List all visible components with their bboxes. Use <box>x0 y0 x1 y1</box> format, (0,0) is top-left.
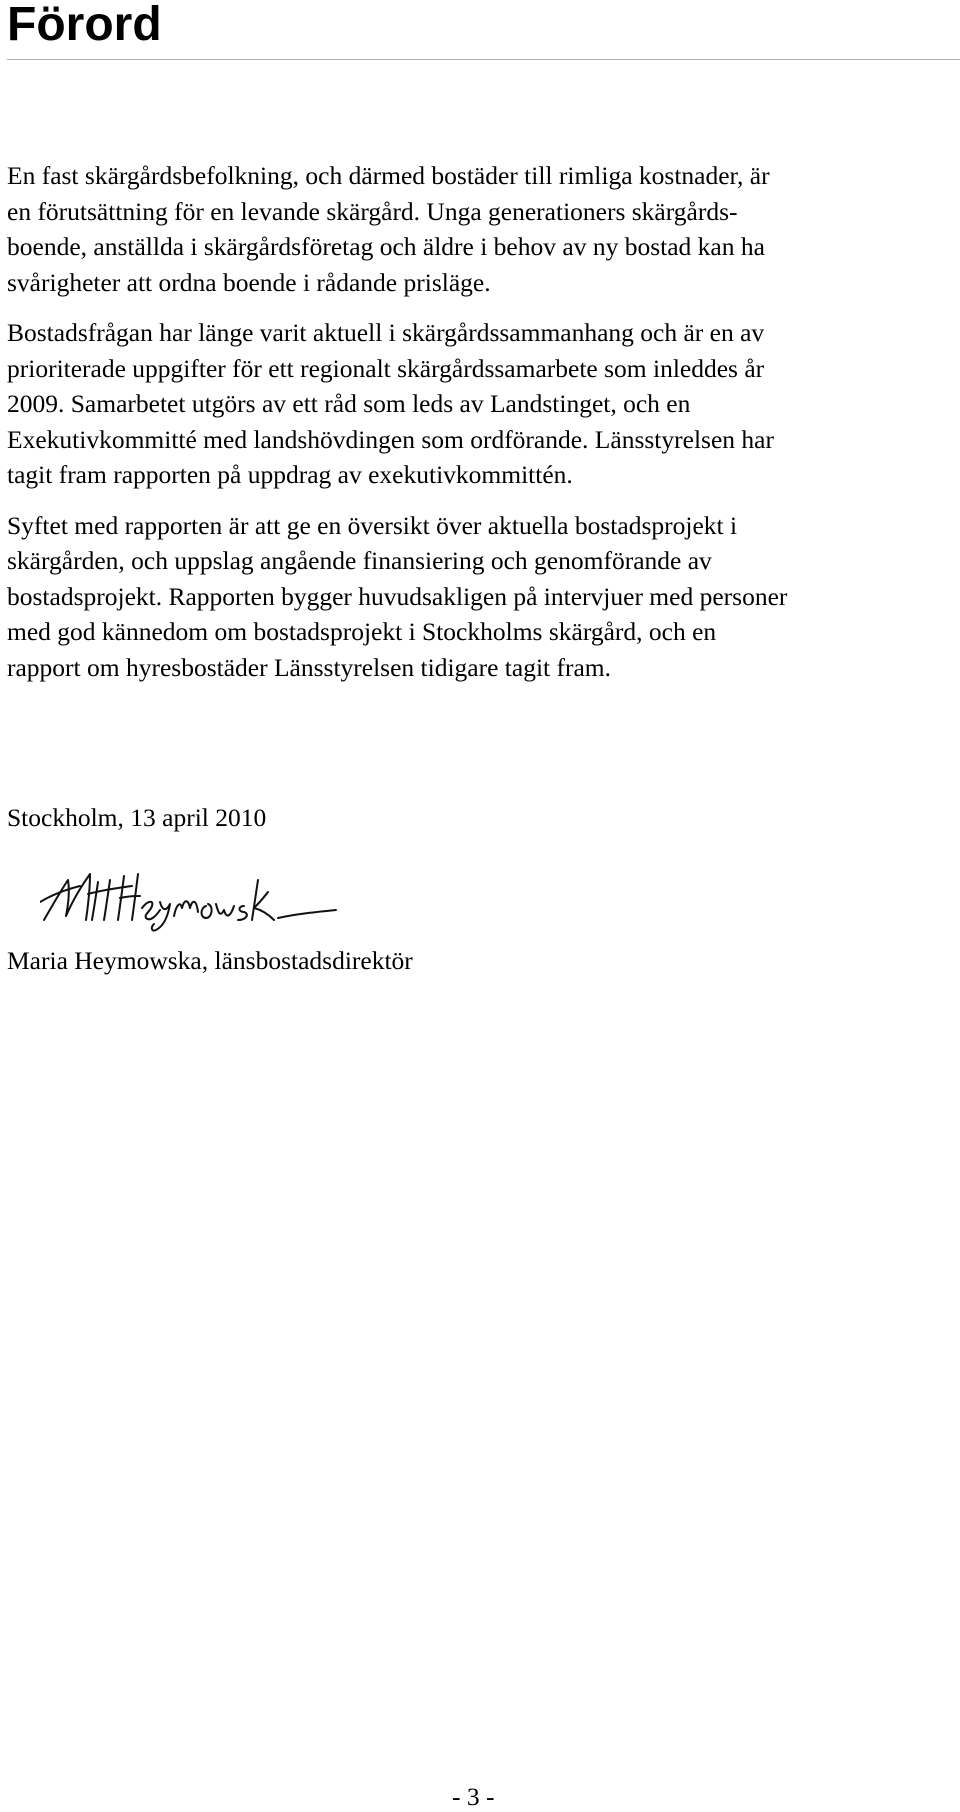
text-line: En fast skärgårdsbefolkning, och därmed bostäder till rimliga kostnader, är <box>7 161 770 190</box>
text-line: en förutsättning för en levande skärgård. Unga generationers skärgårds- <box>7 196 738 226</box>
text-line: skärgården, och uppslag angående finansiering och genomförande av <box>7 546 712 575</box>
text-line: boende, anställda i skärgårdsföretag och äldre i behov av ny bostad kan ha <box>7 232 765 261</box>
text-line: bostadsprojekt. Rapporten bygger huvudsakligen på intervjuer med personer <box>7 581 788 611</box>
text-line: Syftet med rapporten är att ge en översikt över aktuella bostadsprojekt i <box>7 510 738 540</box>
page-number: - 3 - <box>452 1782 495 1811</box>
paragraph-1 <box>7 158 957 300</box>
paragraph-3 <box>7 508 957 686</box>
text-line: svårigheter att ordna boende i rådande prisläge. <box>7 267 491 297</box>
text-line: med god kännedom om bostadsprojekt i Stockholms skärgård, och en <box>7 617 717 646</box>
text-line: tagit fram rapporten på uppdrag av exekutivkommittén. <box>7 460 573 489</box>
place-and-date: Stockholm, 13 april 2010 <box>7 803 267 832</box>
text-line: rapport om hyresbostäder Länsstyrelsen tidigare tagit fram. <box>7 652 612 682</box>
signature-icon <box>40 862 350 932</box>
text-line: prioriterade uppgifter för ett regionalt skärgårdssamarbete som inleddes år <box>7 353 765 383</box>
text-line: Bostadsfrågan har länge varit aktuell i skärgårdssammanhang och är en av <box>7 318 765 347</box>
foreword-body <box>7 158 957 700</box>
signatory-name: Maria Heymowska, länsbostadsdirektör <box>7 946 413 975</box>
paragraph-2 <box>7 315 957 493</box>
text-line: Exekutivkommitté med landshövdingen som ordförande. Länsstyrelsen har <box>7 424 774 454</box>
title-divider <box>7 59 960 60</box>
page-title: Förord <box>7 0 162 51</box>
text-line: 2009. Samarbetet utgörs av ett råd som leds av Landstinget, och en <box>7 389 691 418</box>
